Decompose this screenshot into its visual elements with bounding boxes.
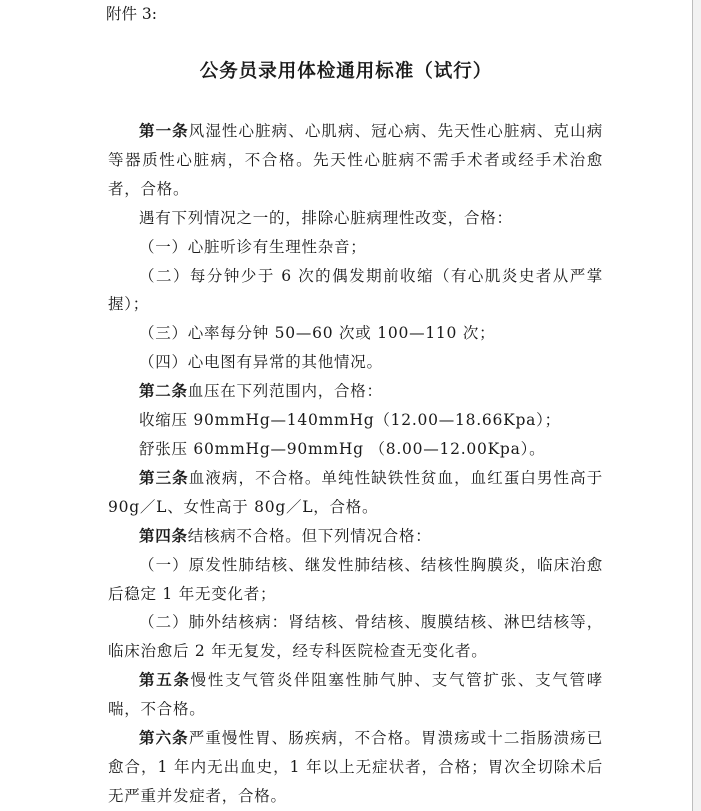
paragraph (108, 348, 603, 377)
paragraph (108, 464, 603, 522)
paragraph-text: 慢性支气管炎伴阻塞性肺气肿、支气管扩张、支气管哮喘，不合格。 (108, 671, 603, 719)
paragraph-text: （一）心脏听诊有生理性杂音； (139, 237, 367, 256)
attachment-label: 附件 3: (106, 5, 158, 23)
document-title: 公务员录用体检通用标准（试行） (199, 61, 493, 82)
paragraph-text: （一）原发性肺结核、继发性肺结核、结核性胸膜炎，临床治愈后稳定 1 年无变化者； (108, 555, 603, 603)
page-gutter (693, 0, 701, 811)
paragraph-text: 严重慢性胃、肠疾病，不合格。胃溃疡或十二指肠溃疡已愈合，1 年内无出血史，1 年以上无症状者，合格；胃次全切除术后无严重并发症者，合格。 (108, 729, 603, 805)
paragraph-text: 收缩压 90mmHg—140mmHg（12.00—18.66Kpa）； (139, 411, 561, 430)
paragraph (108, 262, 603, 320)
article-label: 第四条 (139, 525, 188, 545)
paragraph (108, 204, 603, 233)
article-label: 第六条 (139, 728, 189, 748)
paragraph-text: （四）心电图有异常的其他情况。 (139, 353, 383, 372)
paragraph (108, 233, 603, 262)
paragraph (108, 406, 603, 435)
paragraph-text: 舒张压 60mmHg—90mmHg （8.00—12.00Kpa）。 (139, 439, 546, 458)
paragraph-text: 血压在下列范围内，合格： (187, 382, 383, 401)
paragraph-text: （二）肺外结核病：肾结核、骨结核、腹膜结核、淋巴结核等，临床治愈后 2 年无复发，经专科医院检查无变化者。 (108, 613, 603, 661)
paragraph-text: 遇有下列情况之一的，排除心脏病理性改变，合格： (139, 208, 513, 227)
article-label: 第一条 (139, 121, 189, 140)
article-label: 第二条 (139, 381, 188, 401)
paragraph-text: 结核病不合格。但下列情况合格： (187, 526, 432, 545)
article-label: 第五条 (139, 670, 191, 690)
paragraph (108, 435, 603, 464)
paragraph (108, 377, 603, 406)
paragraph (108, 117, 603, 204)
paragraph (108, 724, 603, 811)
paragraph-text: 血液病，不合格。单纯性缺铁性贫血，血红蛋白男性高于 90g／L、女性高于 80g／L，合格。 (108, 468, 603, 516)
paragraph-text: （三）心率每分钟 50—60 次或 100—110 次； (139, 324, 496, 343)
article-label: 第三条 (139, 467, 189, 487)
paragraph (108, 319, 603, 348)
paragraph-text: 风湿性心脏病、心肌病、冠心病、先天性心脏病、克山病等器质性心脏病，不合格。先天性心脏病不需手术者或经手术治愈者，合格。 (108, 122, 603, 198)
paragraph (108, 522, 603, 551)
paragraph (108, 551, 603, 609)
paragraph (108, 666, 603, 724)
paragraph-text: （二）每分钟少于 6 次的偶发期前收缩（有心肌炎史者从严掌握）； (108, 266, 603, 314)
document-body (108, 117, 603, 811)
paragraph (108, 608, 603, 666)
